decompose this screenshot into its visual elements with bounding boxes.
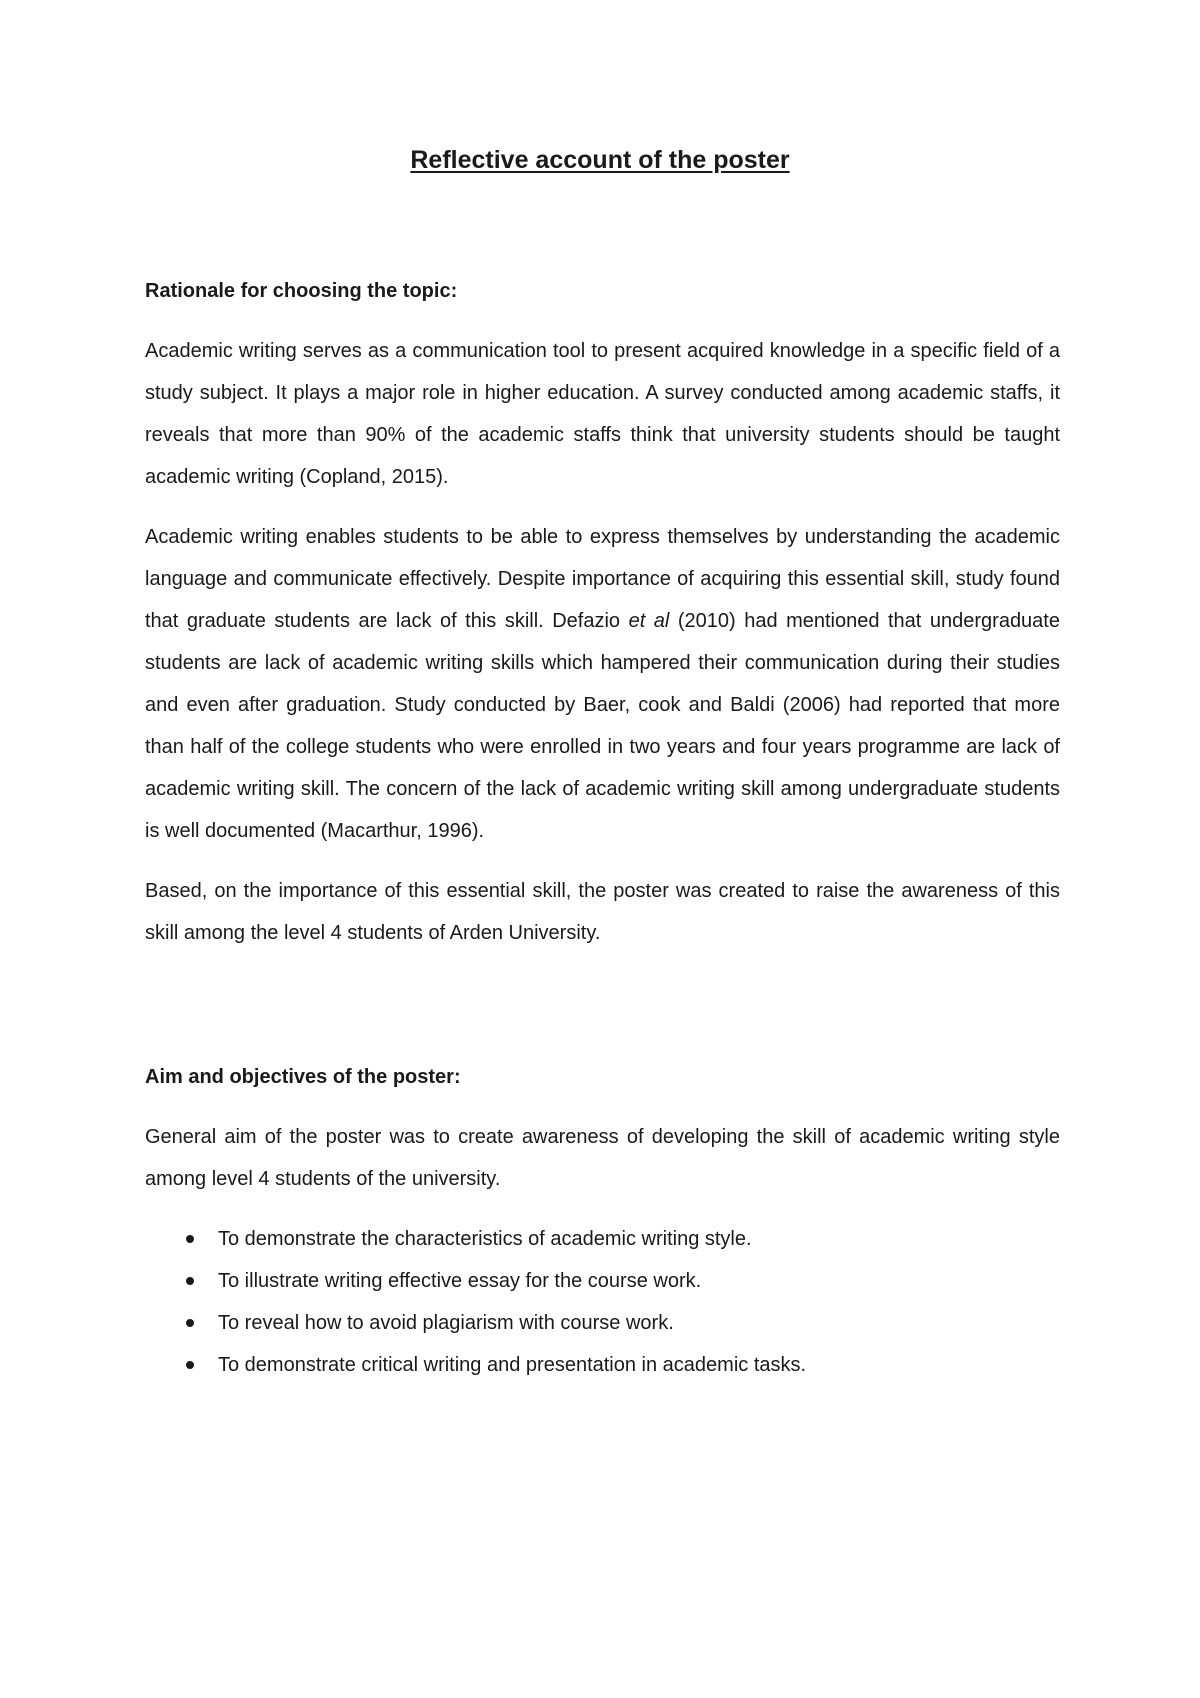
objective-text: To demonstrate the characteristics of academic writing style.: [218, 1228, 752, 1250]
bullet-icon: [186, 1277, 194, 1285]
objective-text: To demonstrate critical writing and presentation in academic tasks.: [218, 1354, 807, 1376]
list-item: [145, 1218, 1060, 1260]
paragraph-rationale-2-italic: et al: [628, 610, 670, 632]
paragraph-rationale-3: Based, on the importance of this essential skill, the poster was created to raise the awareness of this skill among the level 4 students of Arden University.: [145, 880, 1060, 944]
paragraph-rationale-2: [145, 516, 1060, 852]
list-item: [145, 1260, 1060, 1302]
list-item: [145, 1344, 1060, 1386]
objective-text: To reveal how to avoid plagiarism with course work.: [218, 1312, 674, 1334]
section-heading-rationale: Rationale for choosing the topic:: [145, 280, 458, 302]
list-item: [145, 1302, 1060, 1344]
paragraph-rationale-1: Academic writing serves as a communication tool to present acquired knowledge in a specific field of a study subject. It plays a major role in higher education. A survey conducted among academic staffs, it reveals that more than 90% of the academic staffs think that university students should be taught academic writing (Copland, 2015).: [145, 340, 1060, 488]
bullet-icon: [186, 1361, 194, 1369]
paragraph-aims-1: General aim of the poster was to create awareness of developing the skill of academic writing style among level 4 students of the university.: [145, 1126, 1060, 1190]
objective-text: To illustrate writing effective essay for the course work.: [218, 1270, 702, 1292]
objectives-list: [145, 1218, 1060, 1386]
paragraph-rationale-2-part-a: Academic writing enables students to be able to express themselves by understanding the academic language and communicate effectively. Despite importance of acquiring this essential skill, study found that graduate students are lack of this skill. Defazio: [145, 526, 1060, 632]
document-body: [145, 270, 1060, 1386]
section-heading-aims: Aim and objectives of the poster:: [145, 1066, 461, 1088]
document-title: Reflective account of the poster: [410, 146, 790, 174]
bullet-icon: [186, 1319, 194, 1327]
paragraph-rationale-2-part-b: (2010) had mentioned that undergraduate students are lack of academic writing skills which hampered their communication during their studies and even after graduation. Study conducted by Baer, cook and Baldi (2006) had reported that more than half of the college students who were enrolled in two years and four years programme are lack of academic writing skill. The concern of the lack of academic writing skill among undergraduate students is well documented (Macarthur, 1996).: [145, 610, 1060, 842]
bullet-icon: [186, 1235, 194, 1243]
